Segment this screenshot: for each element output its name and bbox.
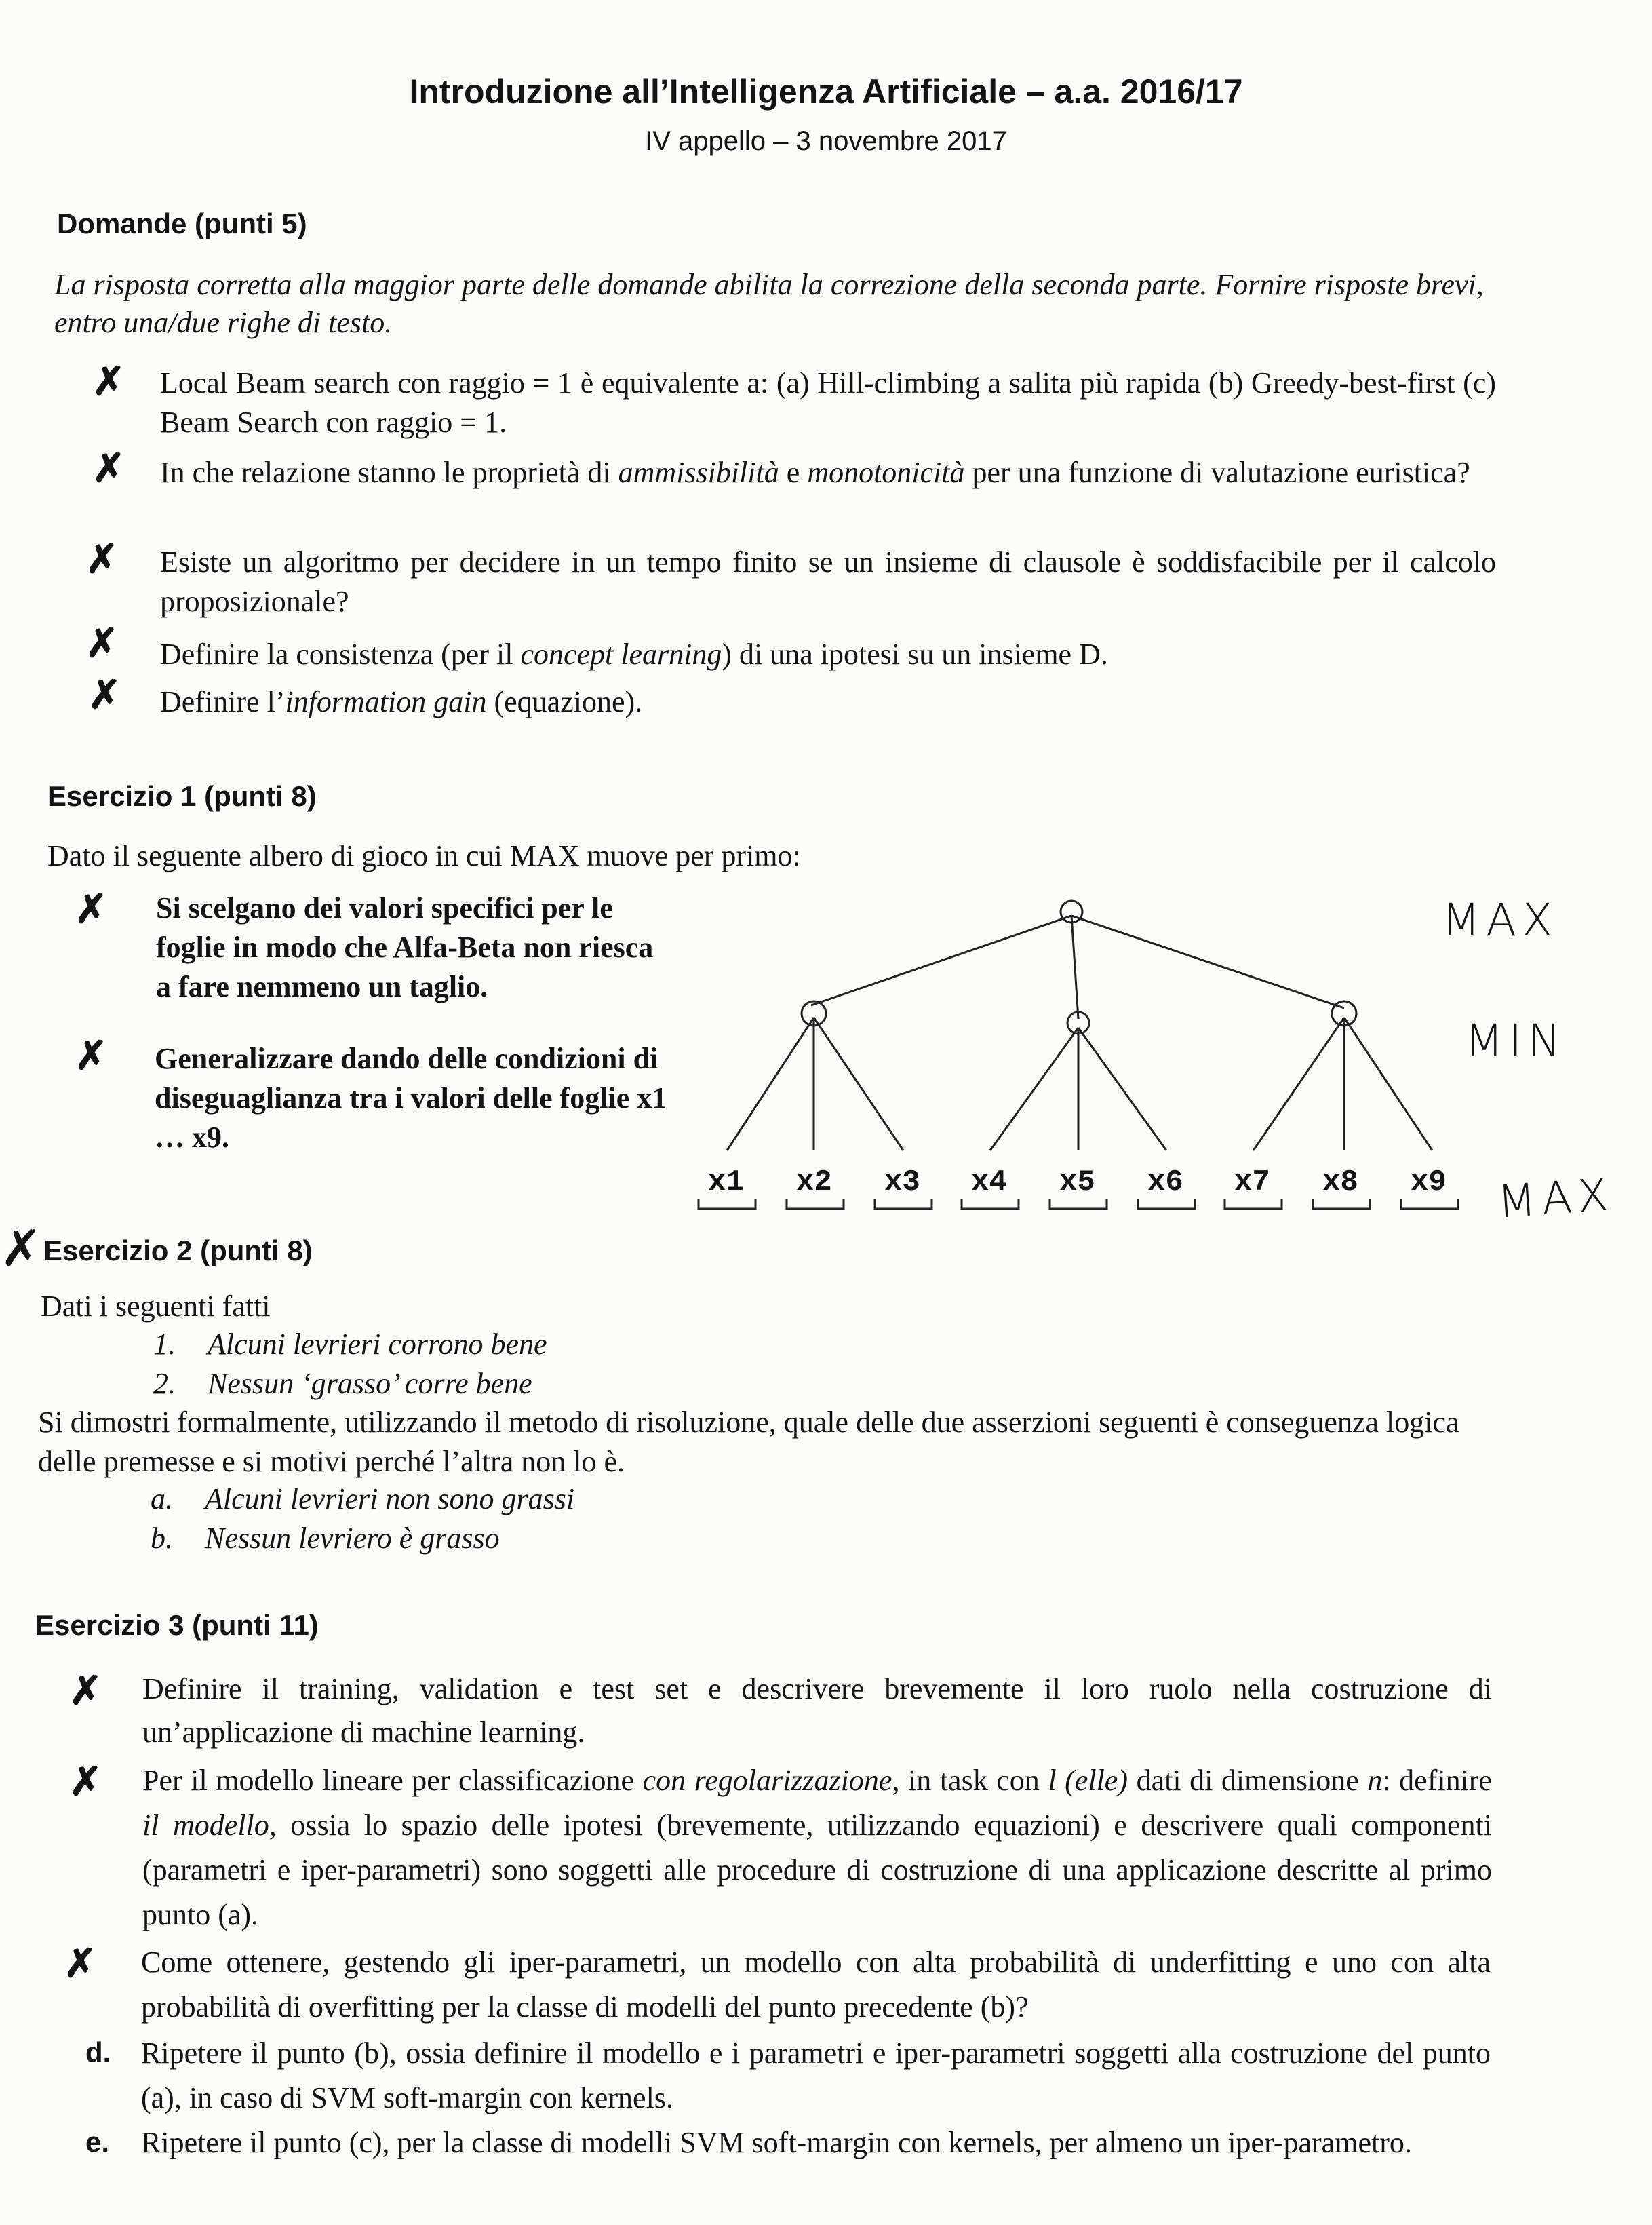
esercizio3-item-d: Ripetere il punto (b), ossia definire il modello e i parametri e iper-parametri soggetti alla costruzione del punto (a), in caso di SVM soft-margin con kernels. [141,2036,1491,2114]
esercizio1-heading: Esercizio 1 (punti 8) [47,780,317,812]
leaf-bracket [787,1199,844,1209]
domanda-1: Local Beam search con raggio = 1 è equivalente a: (a) Hill-climbing a salita più rapida (b) Greedy-best-first (c) Beam Search con raggio = 1. [160,366,1496,439]
cross-mark-icon: ✗ [75,1034,108,1078]
leaf-bracket [1050,1199,1107,1209]
cross-mark-icon: ✗ [0,1220,43,1277]
esercizio3-item-c: Come ottenere, gestendo gli iper-parametri, un modello con alta probabilità di underfitting e uno con alta probabilità di overfitting per la classe di modelli del punto precedente (b)? [141,1946,1491,2024]
leaf-bracket [962,1199,1019,1209]
page-subtitle: IV appello – 3 novembre 2017 [645,126,1007,156]
cross-mark-icon: ✗ [85,537,119,581]
item-marker: d. [85,2036,111,2068]
tree-edge [1071,916,1078,1019]
assertion-letter: b. [151,1522,173,1555]
fact-text: Nessun ‘grasso’ corre bene [208,1367,532,1400]
leaf-bracket [1225,1199,1282,1209]
esercizio3-item-e: Ripetere il punto (c), per la classe di modelli SVM soft-margin con kernels, per almeno un iper-parametro. [141,2126,1412,2159]
leaf-x2: x2 [796,1165,832,1199]
page-title: Introduzione all’Intelligenza Artificiale – a.a. 2016/17 [409,73,1243,111]
leaf-x3: x3 [884,1165,920,1199]
esercizio2-task: Si dimostri formalmente, utilizzando il metodo di risoluzione, quale delle due asserzioni seguenti è conseguenza logica delle premesse e si motivi perché l’altra non lo è. [38,1406,1459,1478]
leaf-bracket [699,1199,755,1209]
leaf-x6: x6 [1147,1165,1183,1199]
cross-mark-icon: ✗ [75,887,108,931]
tree-edge [1253,1018,1344,1150]
cross-mark-icon: ✗ [85,621,119,665]
leaf-bracket [1401,1199,1458,1209]
handwritten-min-label: MIN [1465,1015,1567,1067]
leaf-x4: x4 [971,1165,1007,1199]
item-marker: e. [85,2126,110,2158]
leaf-bracket [875,1199,932,1209]
tree-edge [990,1028,1078,1150]
tree-edge [727,1018,814,1150]
cross-mark-icon: ✗ [64,1941,97,1986]
fact-text: Alcuni levrieri corrono bene [208,1328,547,1361]
leaf-x7: x7 [1234,1165,1270,1199]
tree-edge [1071,916,1344,1008]
leaf-bracket [1313,1199,1370,1209]
esercizio2-heading: Esercizio 2 (punti 8) [43,1235,313,1266]
domande-intro: La risposta corretta alla maggior parte delle domande abilita la correzione della seconda parte. Fornire risposte brevi, entro una/due righe di testo. [54,268,1484,339]
esercizio2-intro: Dati i seguenti fatti [41,1290,271,1323]
cross-mark-icon: ✗ [69,1669,102,1713]
esercizio1-intro: Dato il seguente albero di gioco in cui MAX muove per primo: [47,839,801,872]
cross-mark-icon: ✗ [88,673,121,717]
leaf-x5: x5 [1059,1165,1095,1199]
domanda-4: Definire la consistenza (per il concept learning) di una ipotesi su un insieme D. [160,638,1108,671]
handwritten-max-leaf-label: MAX [1495,1168,1615,1228]
cross-mark-icon: ✗ [69,1760,102,1804]
tree-edge [814,1018,903,1150]
domanda-3: Esiste un algoritmo per decidere in un tempo finito se un insieme di clausole è soddisfacibile per il calcolo proposizionale? [160,545,1496,618]
fact-number: 1. [153,1328,176,1361]
assertion-text: Alcuni levrieri non sono grassi [205,1482,575,1515]
tree-edge [1344,1018,1432,1150]
domanda-5: Definire l’information gain (equazione). [160,685,643,718]
leaf-x1: x1 [708,1165,744,1199]
tree-edge [1078,1028,1166,1150]
leaf-bracket [1138,1199,1195,1209]
domande-heading: Domande (punti 5) [57,208,307,239]
esercizio3-item-b: Per il modello lineare per classificazione con regolarizzazione, in task con l (elle) dati di dimensione n: definire il modello, ossia lo spazio delle ipotesi (brevemente, utilizzando equazioni) e descrivere quali componenti (parametri e iper-parametri) sono soggetti alle procedure di costruzione di una applicazione descritte al primo punto (a). [142,1764,1492,1931]
esercizio3-item-a: Definire il training, validation e test set e descrivere brevemente il loro ruolo nella costruzione di un’applicazione di machine learning. [142,1672,1492,1749]
domanda-2: In che relazione stanno le proprietà di ammissibilità e monotonicità per una funzione di valutazione euristica? [160,456,1470,489]
tree-edge [811,916,1071,1005]
leaf-x9: x9 [1411,1165,1447,1199]
leaf-x8: x8 [1322,1165,1358,1199]
cross-mark-icon: ✗ [92,360,125,404]
esercizio3-heading: Esercizio 3 (punti 11) [35,1609,319,1641]
esercizio1-item-2: Generalizzare dando delle condizioni di diseguaglianza tra i valori delle foglie x1 … x9. [155,1042,667,1154]
assertion-letter: a. [151,1482,173,1515]
cross-mark-icon: ✗ [92,446,125,490]
esercizio1-item-1: Si scelgano dei valori specifici per le foglie in modo che Alfa-Beta non riesca a fare nemmeno un taglio. [156,891,654,1003]
handwritten-max-label: MAX [1442,894,1558,946]
fact-number: 2. [153,1367,176,1400]
assertion-text: Nessun levriero è grasso [205,1522,500,1555]
